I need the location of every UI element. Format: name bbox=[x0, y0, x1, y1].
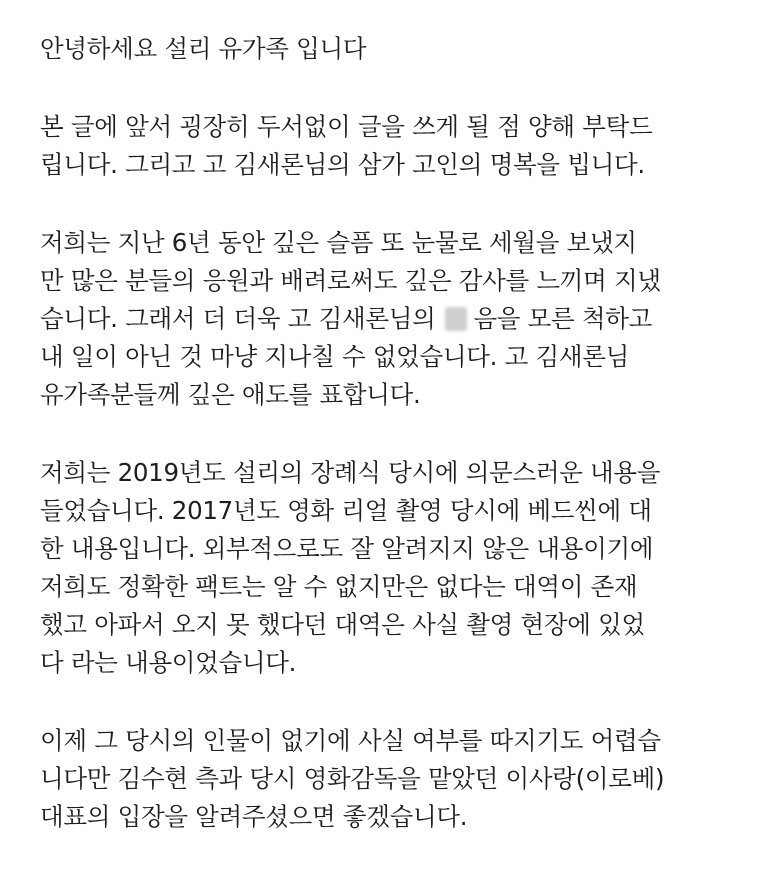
text-line: 내 일이 아닌 것 마냥 지나칠 수 없었습니다. 고 김새론님 bbox=[40, 342, 629, 371]
greeting-title: 안녕하세요 설리 유가족 입니다 bbox=[40, 34, 367, 63]
paragraph-apology bbox=[40, 108, 740, 184]
text-line: 본 글에 앞서 굉장히 두서없이 글을 쓰게 될 점 양해 부탁드 bbox=[40, 112, 653, 141]
paragraph-funeral-story bbox=[40, 454, 740, 682]
paragraph-request bbox=[40, 722, 740, 836]
text-line: 들었습니다. 2017년도 영화 리얼 촬영 당시에 베드씬에 대 bbox=[40, 496, 652, 525]
text-line: 한 내용입니다. 외부적으로도 잘 알려지지 않은 내용이기에 bbox=[40, 534, 654, 563]
document-body bbox=[40, 30, 740, 836]
text-segment: 음을 모른 척하고 bbox=[473, 304, 652, 333]
text-line: 이제 그 당시의 인물이 없기에 사실 여부를 따지기도 어렵습 bbox=[40, 726, 661, 755]
text-line: 니다만 김수현 측과 당시 영화감독을 맡았던 이사랑(이로베) bbox=[40, 764, 665, 793]
text-line: 저희는 2019년도 설리의 장례식 당시에 의문스러운 내용을 bbox=[40, 458, 661, 487]
redacted-blur bbox=[445, 307, 467, 331]
text-line: 했고 아파서 오지 못 했다던 대역은 사실 촬영 현장에 있었 bbox=[40, 610, 645, 639]
text-line: 대표의 입장을 알려주셨으면 좋겠습니다. bbox=[40, 802, 468, 831]
text-line: 저희도 정확한 팩트는 알 수 없지만은 없다는 대역이 존재 bbox=[40, 572, 638, 601]
text-segment: 습니다. 그래서 더 더욱 고 김새론님의 bbox=[40, 304, 436, 333]
paragraph-condolence bbox=[40, 224, 740, 414]
text-line: 만 많은 분들의 응원과 배려로써도 깊은 감사를 느끼며 지냈 bbox=[40, 266, 661, 295]
text-line: 다 라는 내용이었습니다. bbox=[40, 648, 297, 677]
text-line: 유가족분들께 깊은 애도를 표합니다. bbox=[40, 380, 421, 409]
text-line-with-redaction bbox=[40, 300, 740, 338]
text-line: 저희는 지난 6년 동안 깊은 슬픔 또 눈물로 세월을 보냈지 bbox=[40, 228, 637, 257]
text-line: 립니다. 그리고 고 김새론님의 삼가 고인의 명복을 빕니다. bbox=[40, 150, 645, 179]
